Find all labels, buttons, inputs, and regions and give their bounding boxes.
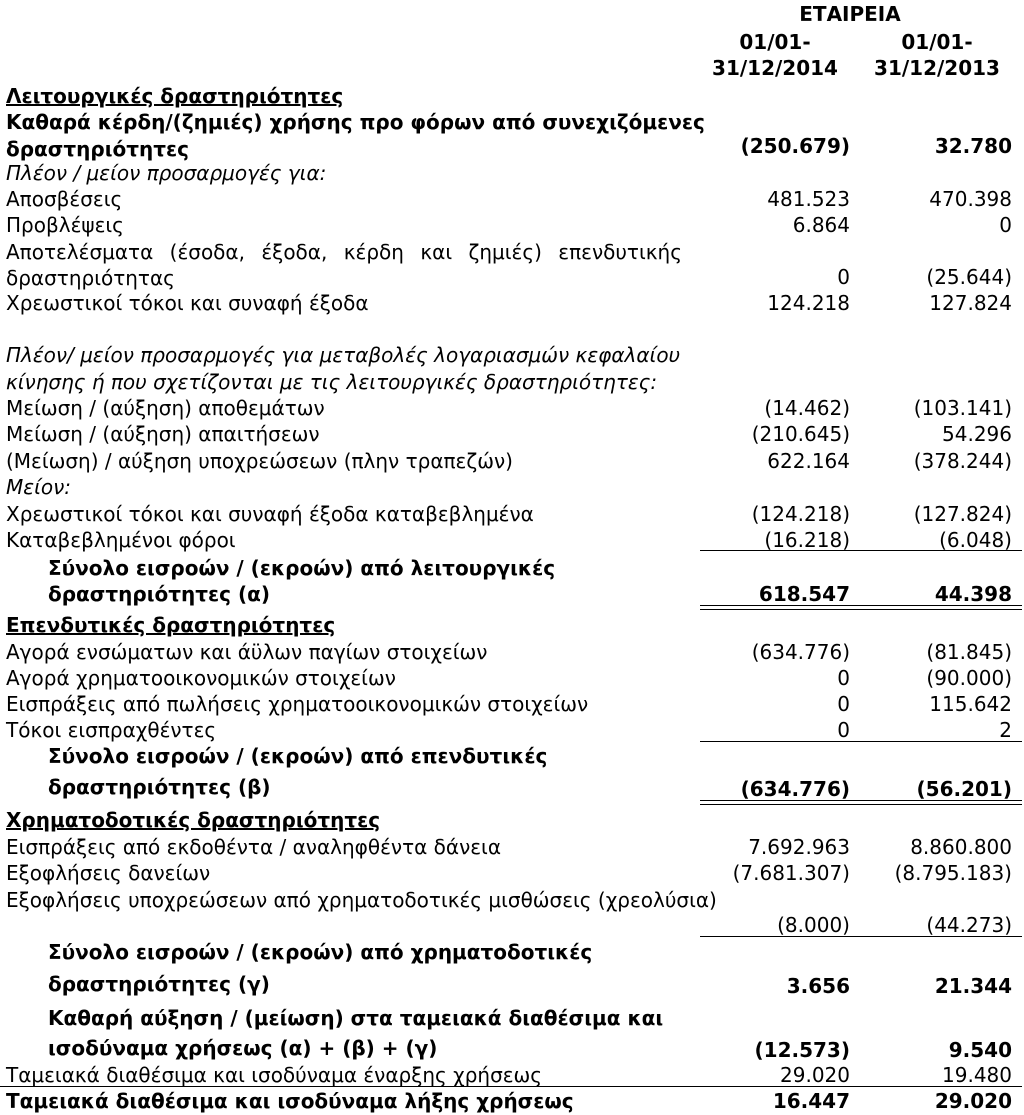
provisions-2014: 6.864: [792, 213, 850, 237]
profit-2013-value: 32.780: [934, 134, 1012, 158]
financing-section-title: Χρηματοδοτικές δραστηριότητες: [6, 808, 381, 832]
results-word: (έσοδα,: [169, 240, 245, 264]
closing-cash-label: Ταμειακά διαθέσιμα και ισοδύναμα λήξης χρήσεως: [6, 1089, 574, 1113]
results-word: επενδυτικής: [558, 240, 682, 264]
inventory-change-2014: (14.462): [764, 396, 850, 420]
less-title: Μείον:: [6, 475, 71, 499]
capex-2013: (81.845): [926, 640, 1012, 664]
subtotal-rule: [700, 936, 1022, 937]
opening-cash-2014: 29.020: [780, 1063, 850, 1087]
investing-total-2013: (56.201): [916, 777, 1012, 801]
column-2013-header-line2: 31/12/2013: [874, 56, 1000, 80]
financial-assets-sale-2014: 0: [837, 692, 850, 716]
investing-total-label-line1: Σύνολο εισροών / (εκροών) από επενδυτικές: [48, 744, 548, 768]
financing-total-2013: 21.344: [934, 974, 1012, 998]
inventory-change-label: Μείωση / (αύξηση) αποθεμάτων: [6, 396, 325, 420]
provisions-label: Προβλέψεις: [6, 213, 124, 237]
investing-section-title: Επενδυτικές δραστηριότητες: [6, 613, 336, 637]
depreciation-label: Αποσβέσεις: [6, 187, 123, 211]
company-header: ΕΤΑΙΡΕΙΑ: [799, 2, 901, 26]
results-word: Αποτελέσματα: [6, 240, 154, 264]
working-capital-title-line2: κίνησης ή που σχετίζονται με τις λειτουργικές δραστηριότητες:: [6, 370, 658, 394]
subtotal-rule: [700, 741, 1022, 742]
interest-received-2013: 2: [999, 718, 1012, 742]
financing-total-label-line2: δραστηριότητες (γ): [48, 972, 270, 996]
payables-change-label: (Μείωση) / αύξηση υποχρεώσεων (πλην τραπεζών): [6, 449, 513, 473]
total-double-rule: [700, 800, 1022, 805]
investing-results-2013: (25.644): [926, 265, 1012, 289]
payables-change-2013: (378.244): [913, 449, 1012, 473]
interest-expense-label: Χρεωστικοί τόκοι και συναφή έξοδα: [6, 291, 369, 315]
finance-lease-2013: (44.273): [926, 913, 1012, 937]
depreciation-2014: 481.523: [767, 187, 850, 211]
interest-paid-label: Χρεωστικοί τόκοι και συναφή έξοδα καταβεβλημένα: [6, 502, 534, 526]
opening-cash-label: Ταμειακά διαθέσιμα και ισοδύναμα έναρξης χρήσεως: [6, 1063, 543, 1087]
provisions-2013: 0: [999, 213, 1012, 237]
results-word: κέρδη: [343, 240, 404, 264]
adjustments-title: Πλέον / μείον προσαρμογές για:: [6, 161, 327, 185]
depreciation-2013: 470.398: [929, 187, 1012, 211]
taxes-paid-label: Καταβεβλημένοι φόροι: [6, 528, 236, 552]
operating-total-2013: 44.398: [934, 582, 1012, 606]
financial-assets-purchase-label: Αγορά χρηματοοικονομικών στοιχείων: [6, 666, 396, 690]
subtotal-rule: [700, 550, 1022, 551]
capex-label: Αγορά ενσώματων και άϋλων παγίων στοιχείων: [6, 640, 488, 664]
receivables-change-label: Μείωση / (αύξηση) απαιτήσεων: [6, 422, 320, 446]
profit-label-line1: Καθαρά κέρδη/(ζημιές) χρήσης προ φόρων από συνεχιζόμενες: [6, 110, 705, 134]
profit-label-line2: δραστηριότητες: [6, 137, 189, 161]
net-change-label-line1: Καθαρή αύξηση / (μείωση) στα ταμειακά διαθέσιμα και: [48, 1006, 664, 1030]
opening-cash-2013: 19.480: [942, 1063, 1012, 1087]
loans-received-2014: 7.692.963: [748, 835, 850, 859]
capex-2014: (634.776): [751, 640, 850, 664]
profit-2014-value: (250.679): [740, 134, 850, 158]
taxes-paid-2014: (16.218): [764, 528, 850, 552]
subtotal-rule: [0, 1086, 1022, 1087]
working-capital-title-line1: Πλέον/ μείον προσαρμογές για μεταβολές λογαριασμών κεφαλαίου: [6, 343, 681, 367]
interest-expense-2014: 124.218: [767, 291, 850, 315]
loans-repaid-2014: (7.681.307): [732, 861, 850, 885]
interest-received-label: Τόκοι εισπραχθέντες: [6, 718, 217, 742]
operating-total-label-line2: δραστηριότητες (α): [48, 582, 270, 606]
inventory-change-2013: (103.141): [913, 396, 1012, 420]
loans-repaid-label: Εξοφλήσεις δανείων: [6, 861, 211, 885]
operating-section-title: Λειτουργικές δραστηριότητες: [6, 84, 344, 108]
investing-total-2014: (634.776): [740, 777, 850, 801]
net-change-label-line2: ισοδύναμα χρήσεως (α) + (β) + (γ): [48, 1036, 438, 1060]
investing-total-label-line2: δραστηριότητες (β): [48, 775, 271, 799]
loans-received-2013: 8.860.800: [910, 835, 1012, 859]
results-word: έξοδα,: [261, 240, 328, 264]
financial-assets-purchase-2014: 0: [837, 666, 850, 690]
finance-lease-label: Εξοφλήσεις υποχρεώσεων από χρηματοδοτικές μισθώσεις (χρεολύσια): [6, 888, 717, 912]
financing-total-label-line1: Σύνολο εισροών / (εκροών) από χρηματοδοτικές: [48, 940, 593, 964]
total-double-rule: [700, 605, 1022, 610]
financing-total-2014: 3.656: [786, 974, 850, 998]
closing-cash-2014: 16.447: [772, 1089, 850, 1113]
results-word: ζημιές): [468, 240, 542, 264]
closing-cash-2013: 29.020: [934, 1089, 1012, 1113]
operating-total-label-line1: Σύνολο εισροών / (εκροών) από λειτουργικές: [48, 556, 556, 580]
loans-received-label: Εισπράξεις από εκδοθέντα / αναληφθέντα δάνεια: [6, 835, 502, 859]
column-2014-header-line2: 31/12/2014: [712, 56, 838, 80]
investing-results-label-line1: [6, 240, 682, 264]
receivables-change-2014: (210.645): [751, 422, 850, 446]
financial-assets-purchase-2013: (90.000): [926, 666, 1012, 690]
receivables-change-2013: 54.296: [942, 422, 1012, 446]
finance-lease-2014: (8.000): [777, 913, 850, 937]
investing-results-label-line2: δραστηριότητας: [6, 266, 175, 290]
net-change-2013: 9.540: [948, 1038, 1012, 1062]
column-2013-header-line1: 01/01-: [901, 30, 973, 54]
interest-paid-2013: (127.824): [913, 502, 1012, 526]
operating-total-2014: 618.547: [758, 582, 850, 606]
taxes-paid-2013: (6.048): [939, 528, 1012, 552]
column-2014-header-line1: 01/01-: [739, 30, 811, 54]
net-change-2014: (12.573): [754, 1038, 850, 1062]
interest-received-2014: 0: [837, 718, 850, 742]
financial-assets-sale-label: Εισπράξεις από πωλήσεις χρηματοοικονομικών στοιχείων: [6, 692, 589, 716]
loans-repaid-2013: (8.795.183): [894, 861, 1012, 885]
investing-results-2014: 0: [837, 265, 850, 289]
interest-paid-2014: (124.218): [751, 502, 850, 526]
interest-expense-2013: 127.824: [929, 291, 1012, 315]
financial-assets-sale-2013: 115.642: [929, 692, 1012, 716]
results-word: και: [420, 240, 453, 264]
payables-change-2014: 622.164: [767, 449, 850, 473]
